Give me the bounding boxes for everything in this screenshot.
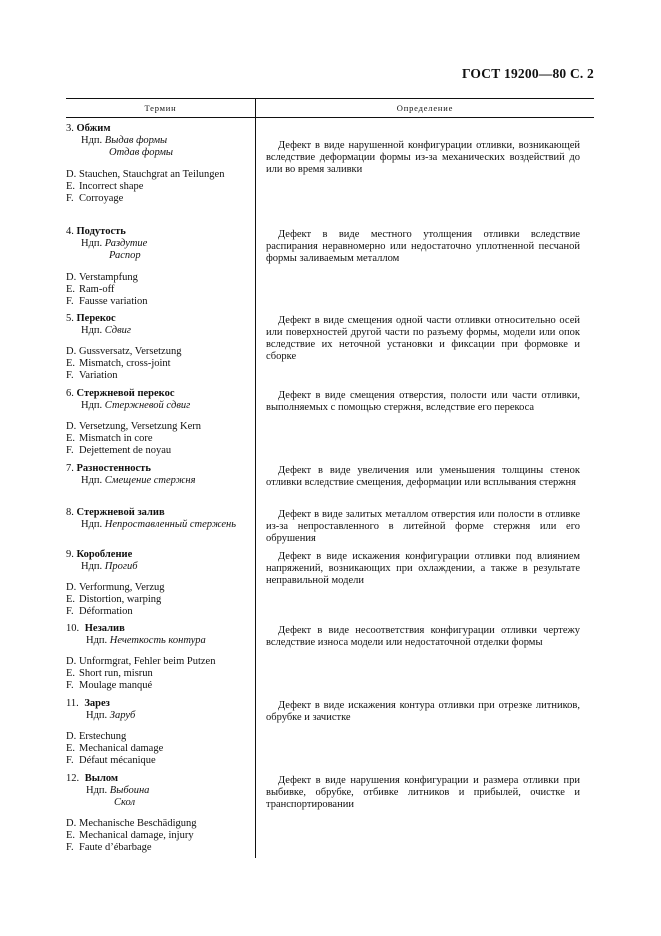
french-term: Dejettement de noyau: [79, 445, 172, 456]
term-entry-3: [66, 123, 255, 205]
table-header: [66, 98, 594, 118]
ndp-synonym: Раздутие: [104, 238, 148, 249]
ndp-line: [66, 475, 255, 487]
term-name: Обжим: [76, 123, 111, 134]
ndp-label: Ндп.: [81, 135, 103, 146]
foreign-equivalents: D. Erstechung E. Mechanical damage F. Défaut mécanique: [66, 731, 164, 766]
french-term: Corroyage: [79, 193, 124, 204]
term-entry-8: [66, 507, 255, 531]
french-term: Déformation: [79, 606, 133, 617]
term-entry-6: [66, 388, 255, 457]
definition-10: Дефект в виде несоответствия конфигурации отливки чертежу вследствие износа модели или недостаточной отделки формы: [266, 625, 580, 648]
foreign-equivalents: D. Stauchen, Stauchgrat an Teilungen E. Incorrect shape F. Corroyage: [66, 169, 225, 204]
ndp-synonym: Непроставленный стержень: [104, 519, 237, 530]
ndp-line: [66, 238, 255, 250]
english-term: Short run, misrun: [79, 668, 153, 679]
ndp-synonym: Сдвиг: [104, 325, 132, 336]
term-entry-9: [66, 549, 255, 618]
ndp-label: Ндп.: [86, 710, 108, 721]
ndp-line: [66, 135, 255, 147]
english-term: Mechanical damage: [79, 743, 164, 754]
term-number: 11.: [66, 698, 79, 709]
foreign-equivalents: D. Mechanische Beschädigung E. Mechanical damage, injury F. Faute d’ébarbage: [66, 818, 197, 853]
term-entry-4: [66, 226, 255, 308]
ndp-synonym: Смещение стержня: [104, 475, 196, 486]
ndp-label: Ндп.: [86, 785, 108, 796]
ndp-line: [66, 561, 255, 573]
definitions-column: [256, 118, 594, 858]
ndp-label: Ндп.: [81, 561, 103, 572]
foreign-equivalents: D. Versetzung, Versetzung Kern E. Mismatch in core F. Dejettement de noyau: [66, 421, 201, 456]
term-entry-5: [66, 313, 255, 382]
definition-11: Дефект в виде искажения контура отливки при отрезке литников, обрубке и зачистке: [266, 700, 580, 723]
ndp-synonym: Выбоина: [109, 785, 150, 796]
table-body: [66, 118, 594, 858]
ndp-synonym: Прогиб: [104, 561, 138, 572]
ndp-line: [66, 710, 255, 722]
ndp-line: [66, 325, 255, 337]
french-term: Faute d’ébarbage: [79, 842, 152, 853]
ndp-label: Ндп.: [81, 400, 103, 411]
definition-4: Дефект в виде местного утолщения отливки вследствие распирания неравномерно или недостаточно уплотненной песчаной формы заливаемым металлом: [266, 229, 580, 264]
term-number: 12.: [66, 773, 80, 784]
english-term: Distortion, warping: [79, 594, 162, 605]
german-term: Verstampfung: [79, 272, 138, 283]
term-entry-7: [66, 463, 255, 487]
french-term: Variation: [79, 370, 118, 381]
column-header-term: Термин: [66, 99, 256, 117]
term-name: Подутость: [76, 226, 126, 237]
ndp-line: [66, 519, 255, 531]
ndp-synonym: Распор: [109, 250, 141, 261]
term-name: Вылом: [84, 773, 119, 784]
german-term: Versetzung, Versetzung Kern: [79, 421, 201, 432]
german-term: Mechanische Beschädigung: [79, 818, 197, 829]
term-number: 9.: [66, 549, 74, 560]
ndp-synonym: Скол: [114, 797, 136, 808]
term-name: Зарез: [84, 698, 110, 709]
ndp-label: Ндп.: [81, 519, 103, 530]
foreign-equivalents: D. Gussversatz, Versetzung E. Mismatch, cross-joint F. Variation: [66, 346, 182, 381]
french-term: Défaut mécanique: [79, 755, 156, 766]
french-term: Fausse variation: [79, 296, 148, 307]
ndp-line: [66, 635, 255, 647]
term-number: 8.: [66, 507, 74, 518]
english-term: Mismatch in core: [79, 433, 153, 444]
foreign-equivalents: D. Unformgrat, Fehler beim Putzen E. Short run, misrun F. Moulage manqué: [66, 656, 216, 691]
term-name: Перекос: [76, 313, 116, 324]
german-term: Stauchen, Stauchgrat an Teilungen: [79, 169, 225, 180]
foreign-equivalents: D. Verstampfung E. Ram-off F. Fausse variation: [66, 272, 148, 307]
term-entry-10: [66, 623, 255, 692]
term-number: 7.: [66, 463, 74, 474]
english-term: Mismatch, cross-joint: [79, 358, 171, 369]
term-name: Стержневой залив: [76, 507, 165, 518]
ndp-label: Ндп.: [81, 325, 103, 336]
terms-column: [66, 118, 256, 858]
term-number: 10.: [66, 623, 80, 634]
term-number: 5.: [66, 313, 74, 324]
definition-8: Дефект в виде залитых металлом отверстия или полости в отливке из-за непроставленного в литейной форме стержня или его обрушения: [266, 509, 580, 544]
ndp-line: [66, 785, 255, 797]
term-name: Коробление: [76, 549, 133, 560]
term-number: 3.: [66, 123, 74, 134]
definition-7: Дефект в виде увеличения или уменьшения толщины стенок отливки вследствие смещения, деформации или всплывания стержня: [266, 465, 580, 488]
german-term: Verformung, Verzug: [79, 582, 165, 593]
ndp-label: Ндп.: [81, 238, 103, 249]
ndp-label: Ндп.: [86, 635, 108, 646]
german-term: Unformgrat, Fehler beim Putzen: [79, 656, 216, 667]
french-term: Moulage manqué: [79, 680, 153, 691]
definition-5: Дефект в виде смещения одной части отливки относительно осей или поверхностей другой части по разъему формы, модели или опок вследствие их неточной установки и фиксации при формовке и сборке: [266, 315, 580, 362]
definition-12: Дефект в виде нарушения конфигурации и размера отливки при выбивке, обрубке, отбивке литников и прибылей, очистке и транспортировании: [266, 775, 580, 810]
column-header-definition: Определение: [396, 103, 454, 113]
ndp-synonym: Заруб: [109, 710, 136, 721]
ndp-synonym: Стержневой сдвиг: [104, 400, 191, 411]
ndp-line: [66, 400, 255, 412]
term-entry-11: [66, 698, 255, 767]
term-number: 4.: [66, 226, 74, 237]
term-name: Разностенность: [76, 463, 151, 474]
term-number: 6.: [66, 388, 74, 399]
definition-3: Дефект в виде нарушенной конфигурации отливки, возникающей вследствие деформации формы из-за механических воздействий до или во время заливки: [266, 140, 580, 175]
german-term: Erstechung: [79, 731, 127, 742]
english-term: Incorrect shape: [79, 181, 144, 192]
ndp-synonym: Нечеткость контура: [109, 635, 206, 646]
definition-6: Дефект в виде смещения отверстия, полости или части отливки, выполняемых с помощью стержня, вследствие его перекоса: [266, 390, 580, 413]
definition-9: Дефект в виде искажения конфигурации отливки под влиянием напряжений, возникающих при охлаждении, а также в результате неправильной модели: [266, 551, 580, 586]
term-entry-12: [66, 773, 255, 854]
foreign-equivalents: D. Verformung, Verzug E. Distortion, warping F. Déformation: [66, 582, 165, 617]
ndp-label: Ндп.: [81, 475, 103, 486]
terms-table: [66, 98, 594, 858]
german-term: Gussversatz, Versetzung: [79, 346, 182, 357]
term-name: Стержневой перекос: [76, 388, 175, 399]
term-name: Незалив: [84, 623, 125, 634]
ndp-synonym: Отдав формы: [109, 147, 174, 158]
english-term: Mechanical damage, injury: [79, 830, 194, 841]
page-header: ГОСТ 19200—80 С. 2: [461, 66, 594, 81]
english-term: Ram-off: [79, 284, 115, 295]
ndp-synonym: Выдав формы: [104, 135, 168, 146]
